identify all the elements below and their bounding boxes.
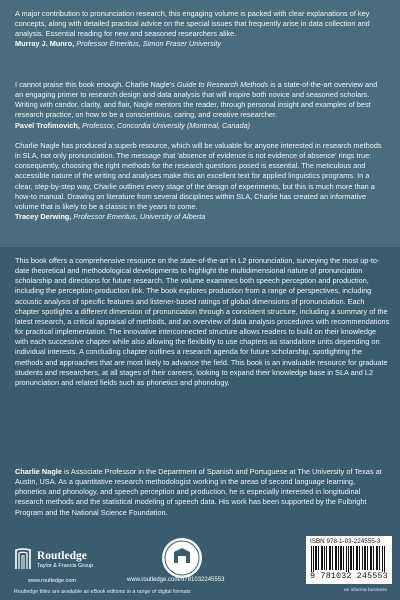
reviewer-affiliation: Professor Emeritus, University of Alberta <box>73 212 206 222</box>
routledge-logo-icon <box>14 547 32 571</box>
review-credit <box>15 39 387 49</box>
review-text <box>15 80 387 121</box>
barcode-digits: 9 781032 245553 <box>310 572 388 581</box>
book-title-italic: Guide to Research Methods <box>176 80 269 89</box>
review <box>15 9 387 50</box>
publisher-website: www.routledge.com <box>28 578 76 584</box>
reviewer-name: Pavel Trofimovich, <box>15 120 80 130</box>
publisher-group: Taylor & Francis Group <box>37 563 94 569</box>
review-text: Charlie Nagle has produced a superb resource, which will be valuable for anyone interested in research methods in SLA, not only pronunciation. The message that 'absence of evidence is not evidence of absence' rings true: consequently, choosing the right methods for the research questions posed is essential. The meticulous and accessible nature of the writing and analyses make this an excellent text for applied linguistics programs. In a clear, step-by-step way, Charlie outlines every stage of the design of experiments, but this is much more than a how-to manual. Drawing on literature from several disciplines within SLA, Charlie has created an informative volume that is likely to be a classic in the years to come. <box>15 141 382 211</box>
review <box>15 80 387 131</box>
book-description: This book offers a comprehensive resource on the state-of-the-art in L2 pronunciation, surveying the most up-to-date theoretical and methodological developments to highlight the multidimensional nature of pronunciation scholarship and directions for future research. The volume examines both speech perception and production, including the perception-production link. The book explores production from a range of perspectives, including acoustic analysis of specific features and listener-based ratings of global dimensions of pronunciation. Each chapter spotlights a different dimension of pronunciation through a consistent structure, including a summary of the latest research, a critical appraisal of methods, and an overview of data analysis procedures with recommendations for practical implementation. The innovative interconnected structure allows readers to build on their knowledge with each successive chapter while also allowing the flexibility to use chapters as standalone units depending on individual interests. A concluding chapter outlines a research agenda for future scholarship, spotlighting the methods and approaches that are most likely to advance the field. This book is an invaluable resource for graduate students and researchers, at all stages of their careers, looking to expand their knowledge base in SLA and L2 pronunciation and related fields such as phonetics and phonology. <box>15 256 390 387</box>
author-bio-text: is Associate Professor in the Department of Spanish and Portuguese at The University of Texas at Austin, USA. As a quantitative research methodologist working in the areas of second language learning, phonetics and phonology, and speech perception and production, he is especially interested in longitudinal research methods and the statistical modeling of speech data. His work has been supported by the Fulbright Program and the National Science Foundation. <box>15 467 382 517</box>
support-material-badge-icon <box>160 536 204 580</box>
ebook-note: Routledge titles are available as eBook editions in a range of digital formats <box>14 589 191 595</box>
reviewer-affiliation: Professor, Concordia University (Montreal, Canada) <box>81 120 251 130</box>
isbn-label: ISBN 978-1-03-224555-3 <box>310 538 381 545</box>
author-bio <box>15 467 387 518</box>
publisher-name: Routledge <box>37 550 87 562</box>
review-text-part: I cannot praise this book enough. Charlie Nagle's <box>15 80 177 89</box>
review-text: A major contribution to pronunciation research, this engaging volume is packed with clear explanations of key concepts, along with detailed practical advice on the special issues that frequently arise in data collection and analysis. Essential reading for new and seasoned researchers alike. <box>15 9 370 39</box>
companion-website-url: www.routledge.com/9781032245553 <box>127 577 225 583</box>
review-credit <box>15 121 387 131</box>
reviews-panel <box>0 0 400 247</box>
reviewer-affiliation: Professor Emeritus, Simon Fraser University <box>76 39 222 49</box>
footer <box>0 535 400 600</box>
review-text-part: is a state-of-the-art overview and an engaging primer to research design and data analysis that will inspire both novice and seasoned scholars. Writing with candor, clarity, and flair, Nagle mentors the reader, through personal insight and examples of best research practice, on how to be a conscientious, caring, and creative researcher. <box>15 80 378 120</box>
review <box>15 141 387 222</box>
reviewer-name: Murray J. Munro, <box>15 39 75 49</box>
author-name: Charlie Nagle <box>15 467 62 476</box>
isbn-barcode-box <box>306 536 392 584</box>
reviewer-name: Tracey Derwing, <box>15 212 72 222</box>
publisher-block <box>14 547 124 584</box>
informa-tagline: an informa business <box>344 588 387 593</box>
barcode-icon <box>311 546 387 572</box>
review-credit <box>15 212 387 222</box>
